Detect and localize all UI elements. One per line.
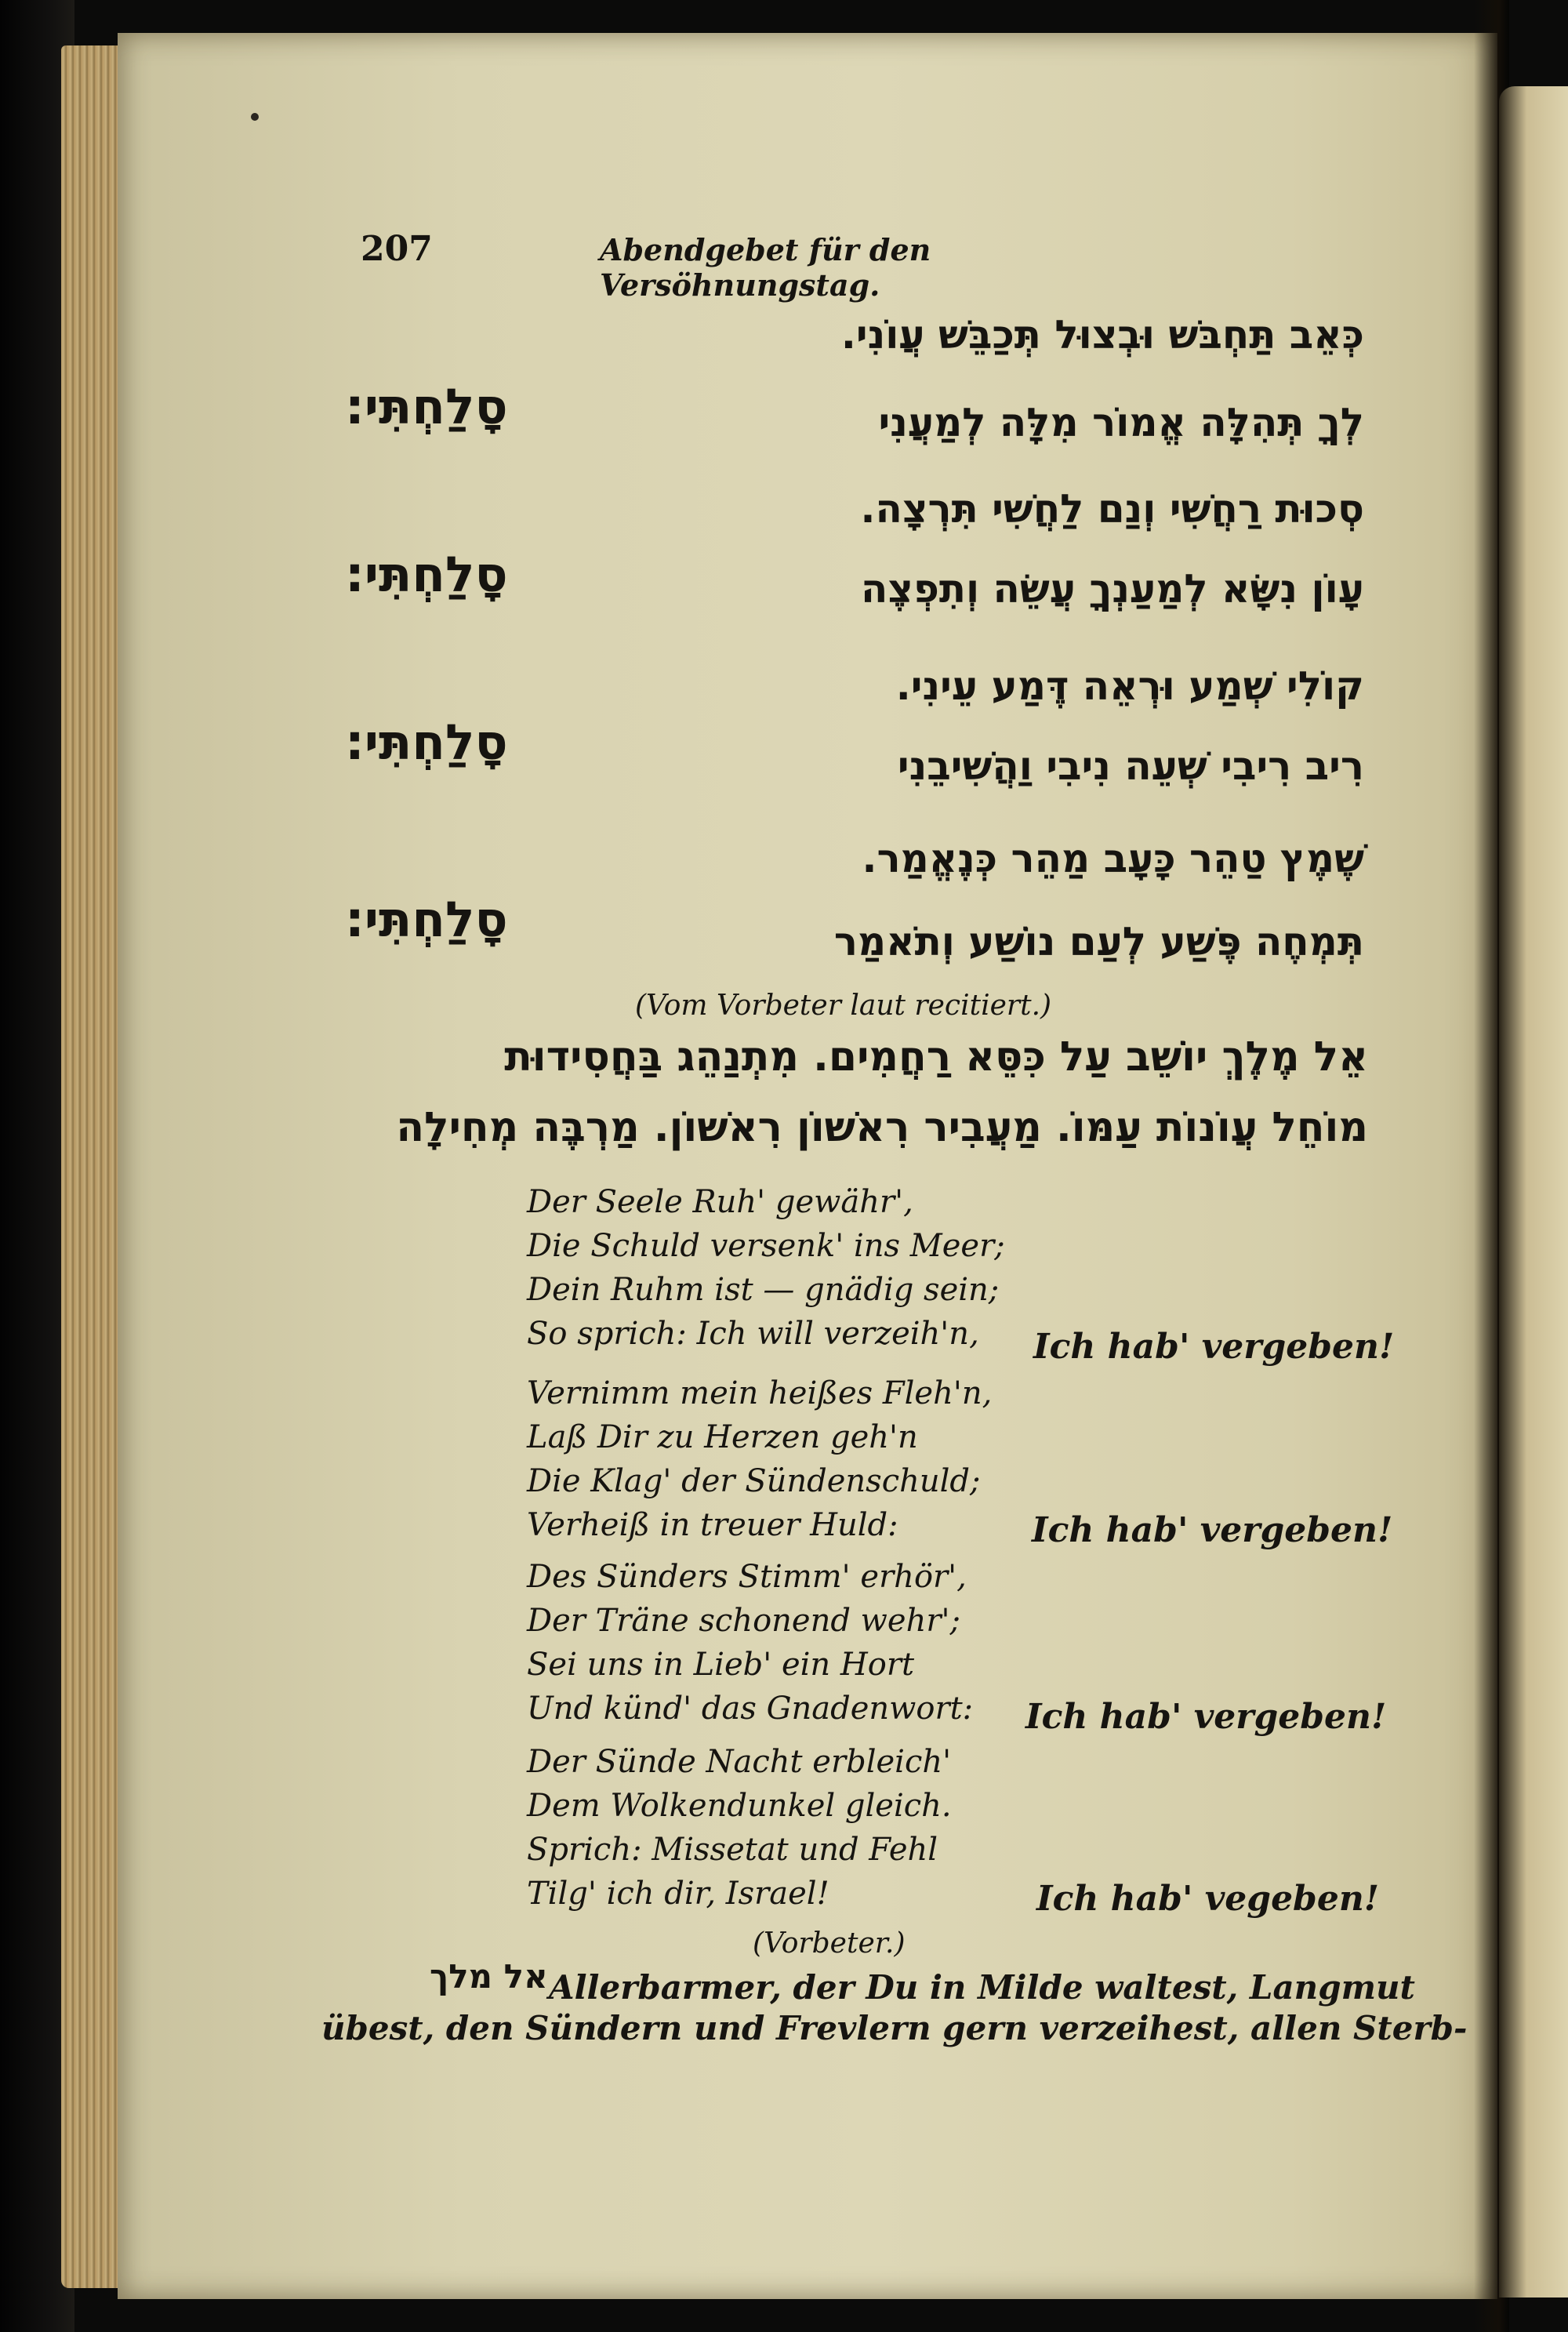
rubric-instruction: (Vom Vorbeter laut recitiert.) xyxy=(635,990,1052,1022)
verse-refrain: Ich hab' vegeben! xyxy=(1036,1879,1380,1919)
hebrew-refrain: סָלַחְתִּי: xyxy=(345,891,508,948)
running-title: Abendgebet für den Versöhnungstag. xyxy=(600,232,931,303)
next-page-edge xyxy=(1499,86,1568,2297)
hebrew-prose-line: מוֹחֵל עֲוֹנוֹת עַמּוֹ. מַעֲבִיר רִאשׁוֹן רִאשׁוֹן. מַרְבֶּה מְחִילָה xyxy=(396,1104,1368,1151)
hebrew-prose-line: אֵל מֶלֶךְ יוֹשֵׁב עַל כִּסֵּא רַחֲמִים. מִתְנַהֵג בַּחֲסִידוּת xyxy=(504,1033,1368,1081)
hebrew-line: סְכוּת רַחֲשִׁי וְנַם לַחֲשִׁי תִּרְצָה. xyxy=(860,486,1364,532)
ink-spot xyxy=(251,113,259,121)
hebrew-line: לְךָ תְּהִלָּה אֱמוֹר מִלָּה לְמַעֲנִי xyxy=(878,400,1364,445)
hebrew-refrain: סָלַחְתִּי: xyxy=(345,378,508,435)
verse-refrain: Ich hab' vergeben! xyxy=(1032,1510,1393,1550)
hebrew-line: רִיב רִיבִי שְׁעֵה נִיבִי וַהֲשִׁיבֵנִי xyxy=(897,743,1364,789)
speaker-label: (Vorbeter.) xyxy=(753,1927,906,1960)
page-number: 207 xyxy=(361,229,433,269)
hebrew-cue: אל מלך xyxy=(430,1957,548,1996)
verse-line: Sei uns in Lieb' ein Hort xyxy=(527,1647,915,1683)
verse-line: Der Sünde Nacht erbleich' xyxy=(527,1744,952,1780)
hebrew-line: תְּמְחֶה פֶּשַׁע לְעַם נוֹשַׁע וְתֹאמַר xyxy=(833,919,1364,964)
verse-line: Die Klag' der Sündenschuld; xyxy=(527,1463,981,1499)
verse-line: Der Träne schonend wehr'; xyxy=(527,1603,960,1639)
verse-line: Tilg' ich dir, Israel! xyxy=(527,1876,829,1912)
verse-line: Dein Ruhm ist — gnädig sein; xyxy=(527,1272,1000,1308)
verse-line: Laß Dir zu Herzen geh'n xyxy=(527,1419,918,1455)
verse-refrain: Ich hab' vergeben! xyxy=(1033,1327,1395,1367)
verse-line: Und künd' das Gnadenwort: xyxy=(527,1691,974,1727)
verse-line: Des Sünders Stimm' erhör', xyxy=(527,1559,967,1595)
prose-line: übest, den Sündern und Frevlern gern verzeihest, allen Sterb- xyxy=(321,2009,1468,2047)
verse-line: Der Seele Ruh' gewähr', xyxy=(527,1184,913,1220)
hebrew-refrain: סָלַחְתִּי: xyxy=(345,546,508,603)
page-header xyxy=(361,229,1145,303)
verse-line: So sprich: Ich will verzeih'n, xyxy=(527,1316,979,1352)
verse-line: Sprich: Missetat und Fehl xyxy=(527,1832,938,1868)
hebrew-line: כְּאֵב תַּחְבּשׁ וּבְצוּל תְּכַבֵּשׁ עֲוֹנִי. xyxy=(840,312,1364,358)
verse-line: Die Schuld versenk' ins Meer; xyxy=(527,1228,1005,1264)
prose-line: Allerbarmer, der Du in Milde waltest, Langmut xyxy=(549,1968,1415,2007)
hebrew-line: שֶׁמֶץ טַהֵר כָּעָב מַהֵר כְּנֶאֱמַר. xyxy=(862,836,1364,881)
verse-line: Vernimm mein heißes Fleh'n, xyxy=(527,1375,993,1411)
hebrew-line: קוֹלִי שְׁמַע וּרְאֵה דֶּמַע עֵינִי. xyxy=(895,663,1364,709)
hebrew-refrain: סָלַחְתִּי: xyxy=(345,714,508,771)
verse-line: Verheiß in treuer Huld: xyxy=(527,1507,898,1543)
verse-refrain: Ich hab' vergeben! xyxy=(1025,1697,1387,1737)
hebrew-line: עָוֹן נִשָּׂא לְמַעַנְךָ עֲשֵׂה וְתִפְצֶה xyxy=(860,566,1364,612)
verse-line: Dem Wolkendunkel gleich. xyxy=(527,1788,952,1824)
